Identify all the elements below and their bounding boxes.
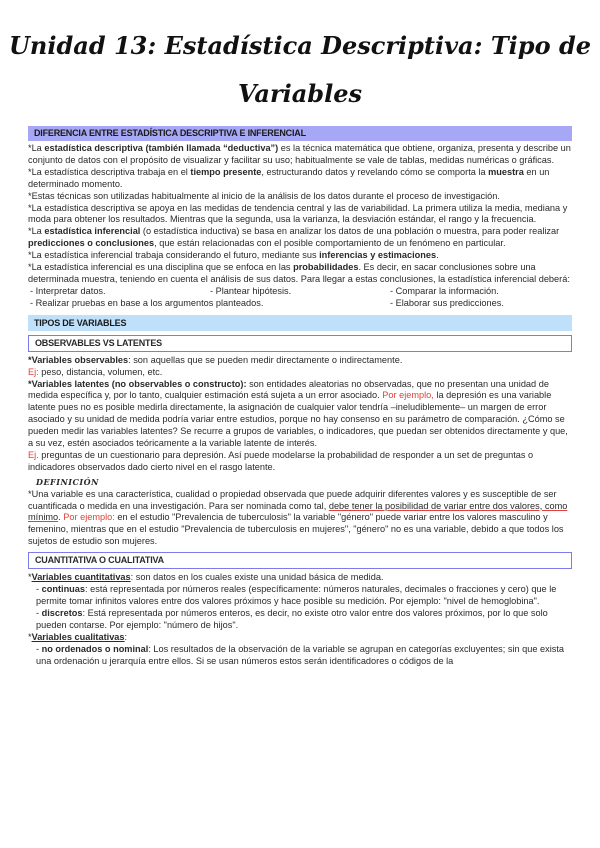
definition-heading: DEFINICIÓN: [36, 476, 99, 487]
paragraph: *Variables observables: son aquellas que se pueden medir directamente o indirectamente.: [28, 354, 403, 365]
title-line-1: Unidad 13: Estadística Descriptiva: Tipo de: [9, 31, 591, 60]
page-title: [0, 22, 600, 118]
steps-row-2: [30, 298, 570, 310]
list-item: - continuas: está representada por números reales (específicamente: números naturales, decimales o fracciones y cero) que le permite tomar infinitos valores entre dos valores próximos y hace posible su medición. Por ejemplo: "nivel de hemoglobina".: [36, 584, 557, 606]
list-item: - discretos: Está representada por números enteros, es decir, no existe otro valor entre dos valores próximos, por lo que solo pueden contarse. Por ejemplo: "número de hijos".: [36, 607, 548, 630]
paragraph: *La estadística descriptiva se apoya en las medidas de tendencia central y las de variabilidad. La primera utiliza la media, mediana y moda para obtener los resultados. Mientras que la segunda, usa la varianza, la desviación estándar, el rango y la frecuencia.: [28, 202, 568, 225]
list-item: - no ordenados o nominal: Los resultados de la observación de la variable se agrupan en categorías excluyentes; sin que exista una ordenación u jerarquía entre ellos. Si se usan números estos serán identificadores o códigos de la: [36, 643, 565, 666]
section-header-cuantitativa: CUANTITATIVA O CUALITATIVA: [28, 552, 572, 569]
section-header-diferencia: DIFERENCIA ENTRE ESTADÍSTICA DESCRIPTIVA E INFERENCIAL: [28, 126, 572, 141]
section-body-cuantitativa: [28, 572, 572, 667]
paragraph: *Variables cuantitativas: son datos en los cuales existe una unidad básica de medida.: [28, 572, 384, 583]
paragraph: *Estas técnicas son utilizadas habitualmente al inicio de la análisis de los datos durante el proceso de investigación.: [28, 190, 500, 201]
list-item: - Elaborar sus predicciones.: [390, 297, 504, 308]
list-item: - Realizar pruebas en base a los argumentos planteados.: [30, 297, 264, 308]
paragraph: *Una variable es una característica, cualidad o propiedad observada que puede adquirir diferentes valores y es susceptible de ser cuantificada o medida en una investigación. Para ser nominada como tal, debe tener la posibilidad de variar entre dos valores, como mínimo. Por ejemplo: en el estudio "Prevalencia de tuberculosis" la variable "género" puede variar entre los valores masculino y femenino, mientras que en el estudio "Prevalencia de tuberculosis en mujeres", "género" no es una variable, debido a que todos los sujetos de estudio son mujeres.: [28, 488, 568, 547]
list-item: - Comparar la información.: [390, 285, 499, 296]
section-body-observables: [28, 355, 572, 474]
paragraph: *La estadística inferencial trabaja considerando el futuro, mediante sus inferencias y estimaciones.: [28, 250, 439, 261]
section-header-tipos: TIPOS DE VARIABLES: [28, 315, 572, 331]
paragraph: *La estadística inferencial (o estadística inductiva) se basa en analizar los datos de una población o muestra, para poder realizar predicciones o conclusiones, que están relacionadas con el posible comportamiento de un fenómeno en particular.: [28, 226, 560, 249]
paragraph: Ej: peso, distancia, volumen, etc.: [28, 366, 163, 377]
paragraph: *La estadística descriptiva (también llamada “deductiva”) es la técnica matemática que obtiene, organiza, presenta y describe un conjunto de datos con el propósito de visualizar y facilitar su uso; habitualmente se vale de tablas, medidas numéricas o gráficas.: [28, 143, 571, 165]
steps-row-1: [30, 286, 570, 298]
paragraph: *Variables cualitativas:: [28, 631, 128, 642]
paragraph: *La estadística inferencial es una disciplina que se enfoca en las probabilidades. Es decir, en sacar conclusiones sobre una determinada muestra, teniendo en cuenta el análisis de sus datos. Para llegar a estas conclusiones, la estadística inferencial deberá:: [28, 262, 570, 284]
definition-body: [28, 489, 572, 549]
title-line-2: Variables: [238, 79, 362, 108]
paragraph: Ej. preguntas de un cuestionario para depresión. Así puede modelarse la probabilidad de responder a un set de preguntas o indicadores observados dado cierto nivel en el rasgo latente.: [28, 449, 534, 472]
list-item: - Interpretar datos.: [30, 285, 106, 296]
paragraph: *La estadística descriptiva trabaja en el tiempo presente, estructurando datos y revelando cómo se comporta la muestra en un determinado momento.: [28, 166, 550, 189]
section-header-observables: OBSERVABLES VS LATENTES: [28, 335, 572, 352]
list-item: - Plantear hipótesis.: [210, 285, 292, 296]
section-body-diferencia: [28, 143, 572, 286]
paragraph: *Variables latentes (no observables o constructo): son entidades aleatorias no observadas, que no presentan una unidad de medida específica y, por lo tanto, cualquier estimación está sujeta a un error asociado. Por ejemplo, la depresión es una variable latente pues no es posible medirla directamente, la asignación de cualquier valor tendría –ineludiblemente– un margen de error asociado y su unidad de medida podría variar entre estudios, porque no hay consenso en su parámetro de comparación. ¿Cómo se pueden medir las variables latentes? Se recurre a grupos de variables, o indicadores, que puedan ser obtenidos directamente y que, a su vez, estén asociados teóricamente a la variable latente de interés.: [28, 378, 568, 449]
